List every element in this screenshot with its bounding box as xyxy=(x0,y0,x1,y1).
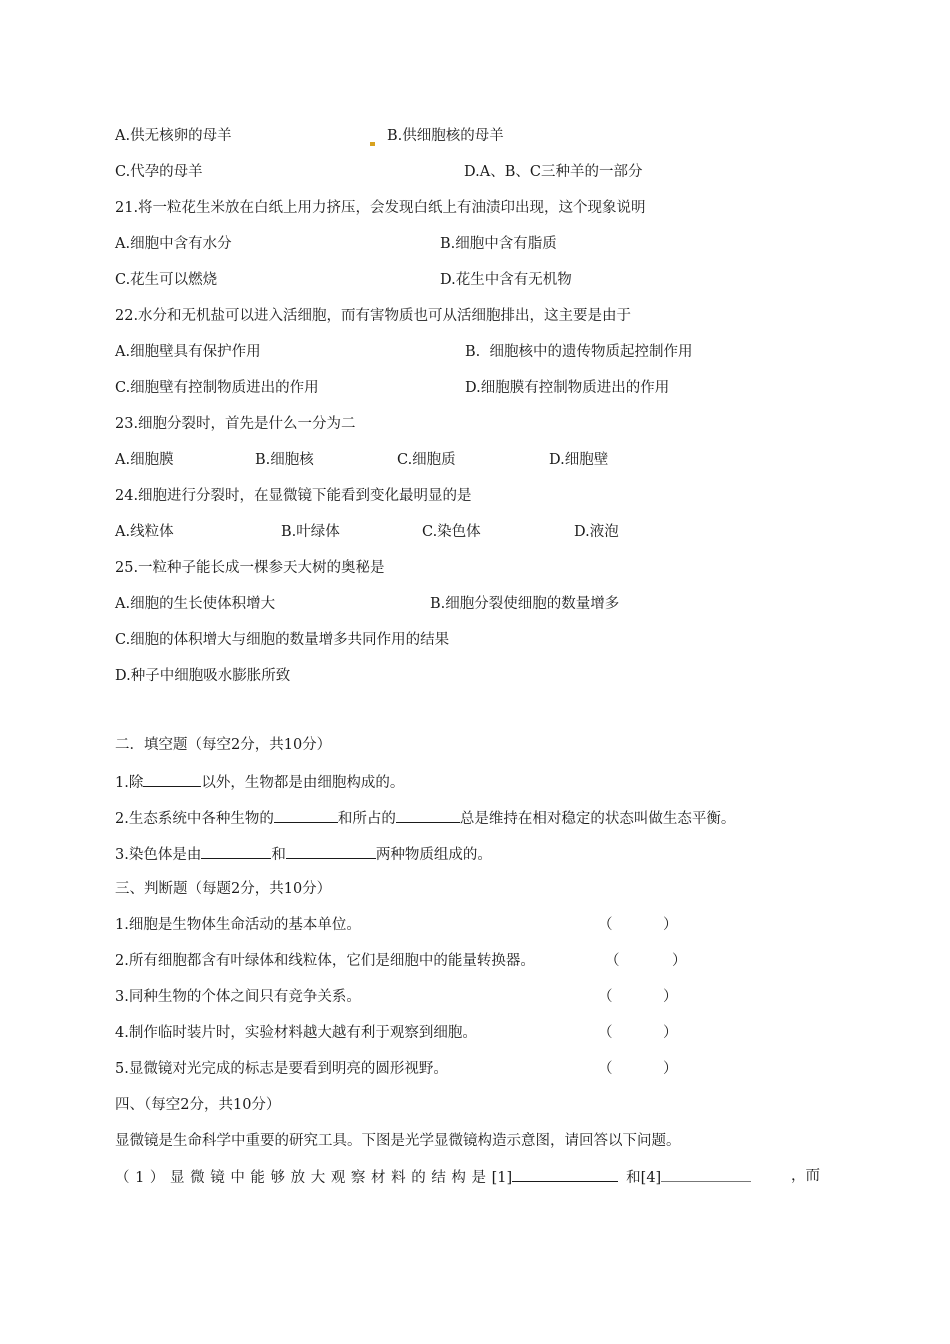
judge-item-1-text: 1.细胞是生物体生命活动的基本单位。 xyxy=(115,917,361,933)
judge-4-paren-open: （ xyxy=(598,1025,613,1041)
q22-option-a: A.细胞壁具有保护作用 xyxy=(115,344,261,360)
s4q1-bracket-4: [4] xyxy=(640,1170,662,1186)
fill3-prefix: 3.染色体是由 xyxy=(115,847,202,863)
q21-stem: 21.将一粒花生米放在白纸上用力挤压，会发现白纸上有油渍印出现，这个现象说明 xyxy=(115,200,646,216)
fill2-prefix: 2.生态系统中各种生物的 xyxy=(115,811,274,827)
q22-stem: 22.水分和无机盐可以进入活细胞，而有害物质也可从活细胞排出，这主要是由于 xyxy=(115,308,632,324)
fill3-middle: 和 xyxy=(271,847,286,863)
fill-question-1 xyxy=(115,771,404,793)
fill3-blank-1[interactable] xyxy=(201,843,271,859)
q25-option-d: D.种子中细胞吸水膨胀所致 xyxy=(115,668,291,684)
q21-option-c: C.花生可以燃烧 xyxy=(115,272,218,288)
q20-option-a: A.供无核卵的母羊 xyxy=(115,128,232,144)
judge-1-paren-open: （ xyxy=(598,917,613,933)
q21-option-d: D.花生中含有无机物 xyxy=(440,272,572,288)
q23-option-b: B.细胞核 xyxy=(255,452,314,468)
q25-option-c: C.细胞的体积增大与细胞的数量增多共同作用的结果 xyxy=(115,632,450,648)
q24-option-c: C.染色体 xyxy=(422,524,481,540)
q20-option-d: D.A、B、C三种羊的一部分 xyxy=(464,164,643,180)
q23-option-a: A.细胞膜 xyxy=(115,452,174,468)
q20-option-c: C.代孕的母羊 xyxy=(115,164,203,180)
s4q1-and: 和 xyxy=(626,1170,641,1186)
section4-intro: 显微镜是生命科学中重要的研究工具。下图是光学显微镜构造示意图，请回答以下问题。 xyxy=(115,1133,681,1149)
s4q1-blank-2[interactable] xyxy=(661,1166,751,1182)
section4-heading: 四、（每空2分，共10分） xyxy=(115,1097,281,1113)
fill-question-2 xyxy=(115,807,735,829)
s4q1-prefix: （1）显微镜中能够放大观察材料的结构是 xyxy=(115,1170,492,1186)
q23-stem: 23.细胞分裂时，首先是什么一分为二 xyxy=(115,416,356,432)
q24-option-b: B.叶绿体 xyxy=(281,524,340,540)
q24-option-d: D.液泡 xyxy=(574,524,619,540)
s4q1-blank-1[interactable] xyxy=(512,1166,618,1182)
judge-item-3 xyxy=(115,987,715,1007)
s4q1-bracket-1: [1] xyxy=(491,1170,513,1186)
fill1-suffix: 以外，生物都是由细胞构成的。 xyxy=(201,775,405,791)
fill1-prefix: 1.除 xyxy=(115,775,144,791)
fill2-middle: 和所占的 xyxy=(337,811,396,827)
judge-1-paren-close: ） xyxy=(663,917,678,933)
q23-option-d: D.细胞壁 xyxy=(549,452,609,468)
fill1-blank[interactable] xyxy=(143,771,201,787)
judge-item-2-text: 2.所有细胞都含有叶绿体和线粒体，它们是细胞中的能量转换器。 xyxy=(115,953,535,969)
judge-item-5-text: 5.显微镜对光完成的标志是要看到明亮的圆形视野。 xyxy=(115,1061,448,1077)
q20-option-b: B.供细胞核的母羊 xyxy=(387,128,504,144)
q23-option-c: C.细胞质 xyxy=(397,452,456,468)
judge-item-4 xyxy=(115,1023,715,1043)
judge-3-paren-close: ） xyxy=(663,989,678,1005)
q24-stem: 24.细胞进行分裂时，在显微镜下能看到变化最明显的是 xyxy=(115,488,472,504)
judge-item-4-text: 4.制作临时装片时，实验材料越大越有利于观察到细胞。 xyxy=(115,1025,477,1041)
judge-2-paren-open: （ xyxy=(605,953,620,969)
q21-option-b: B.细胞中含有脂质 xyxy=(440,236,557,252)
judge-5-paren-open: （ xyxy=(598,1061,613,1077)
q25-option-b: B.细胞分裂使细胞的数量增多 xyxy=(430,596,620,612)
judge-item-1 xyxy=(115,915,715,935)
judge-item-3-text: 3.同种生物的个体之间只有竞争关系。 xyxy=(115,989,361,1005)
judge-item-2 xyxy=(115,951,715,971)
fill2-suffix: 总是维持在相对稳定的状态叫做生态平衡。 xyxy=(459,811,736,827)
judge-4-paren-close: ） xyxy=(663,1025,678,1041)
section2-heading: 二．填空题（每空2分，共10分） xyxy=(115,737,332,753)
fill3-suffix: 两种物质组成的。 xyxy=(375,847,492,863)
fill3-blank-2[interactable] xyxy=(286,843,376,859)
section3-heading: 三、判断题（每题2分，共10分） xyxy=(115,881,332,897)
fill2-blank-1[interactable] xyxy=(274,807,338,823)
q21-option-a: A.细胞中含有水分 xyxy=(115,236,232,252)
q22-option-d: D.细胞膜有控制物质进出的作用 xyxy=(465,380,670,396)
fill2-blank-2[interactable] xyxy=(396,807,460,823)
stray-mark xyxy=(370,142,375,146)
judge-3-paren-open: （ xyxy=(598,989,613,1005)
fill-question-3 xyxy=(115,843,492,865)
q22-option-b: B. 细胞核中的遗传物质起控制作用 xyxy=(465,344,693,360)
judge-item-5 xyxy=(115,1059,715,1079)
section4-question-1 xyxy=(115,1166,837,1188)
q22-option-c: C.细胞壁有控制物质进出的作用 xyxy=(115,380,319,396)
q24-option-a: A.线粒体 xyxy=(115,524,174,540)
judge-2-paren-close: ） xyxy=(672,953,687,969)
q25-option-a: A.细胞的生长使体积增大 xyxy=(115,596,276,612)
q25-stem: 25.一粒种子能长成一棵参天大树的奥秘是 xyxy=(115,560,385,576)
judge-5-paren-close: ） xyxy=(663,1061,678,1077)
s4q1-suffix: ，而 xyxy=(791,1168,820,1184)
